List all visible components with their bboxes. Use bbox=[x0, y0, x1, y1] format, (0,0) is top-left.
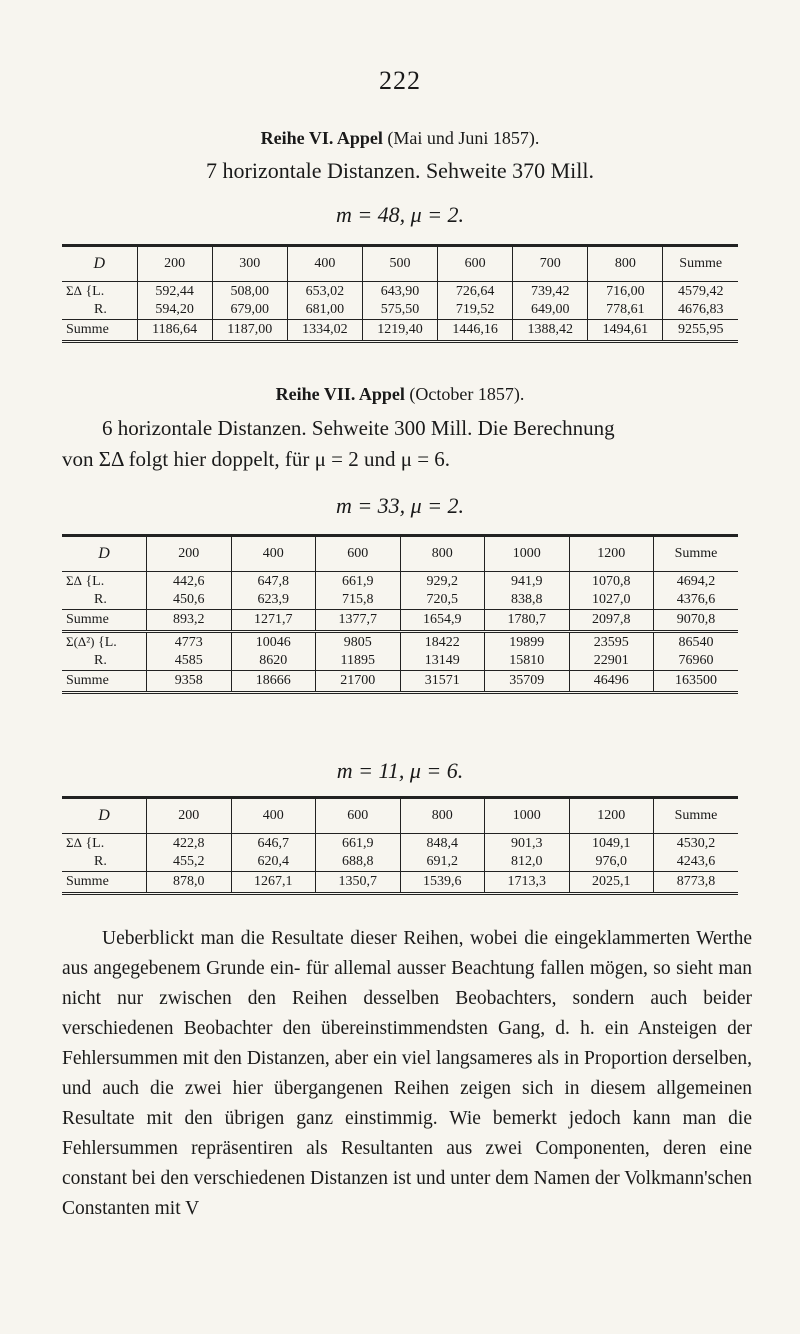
table-cell: 929,2 bbox=[400, 572, 485, 592]
table-cell: 8620 bbox=[231, 652, 316, 671]
series6-heading-rest: (Mai und Juni 1857). bbox=[387, 128, 540, 148]
row-side-label: L. bbox=[92, 574, 105, 589]
table-cell: 726,64 bbox=[438, 282, 513, 302]
body-paragraph-text: Ueberblickt man die Resultate dieser Reihen, wobei die eingeklammerten Werthe aus angegebenem Grunde ein- für allemal ausser Beachtung fallen mögen, so sieht man nicht nur zwischen den Reihen desselben Beobachters, sondern auch beider verschiedenen Beobachter den übereinstimmendsten Gang, d. h. ein Ansteigen der Fehlersummen mit den Distanzen, aber ein viel langsameres als in Proportion derselben, und auch die zwei hier übergangenen Reihen zeigen sich in diesem allgemeinen Resultate mit den übrigen ganz einstimmig. Wie bemerkt jedoch kann man die Fehlersummen repräsentiren als Resultanten aus zwei Componenten, deren eine constant bei den verschiedenen Distanzen ist und unter dem Namen der Volkmann'schen Constanten mit V bbox=[62, 928, 752, 1219]
sum-cell: 878,0 bbox=[147, 872, 232, 894]
series7-line1: 6 horizontale Distanzen. Sehweite 300 Mill. Die Berechnung bbox=[102, 416, 615, 440]
row-label bbox=[62, 853, 147, 872]
table-cell: 450,6 bbox=[147, 591, 232, 610]
table-header-cell: 800 bbox=[588, 246, 663, 282]
table-header-row bbox=[62, 246, 738, 282]
sum-cell: 163500 bbox=[654, 671, 739, 693]
table-header-cell: Summe bbox=[654, 536, 739, 572]
row-label: ΣΔ {L. bbox=[66, 835, 105, 851]
sum-cell: 1186,64 bbox=[137, 320, 212, 342]
table-cell: 76960 bbox=[654, 652, 739, 671]
series7-heading bbox=[0, 384, 800, 405]
group-label: ΣΔ bbox=[66, 573, 82, 588]
sum-cell: 1446,16 bbox=[438, 320, 513, 342]
sum-cell: 1334,02 bbox=[287, 320, 362, 342]
table-cell: 838,8 bbox=[485, 591, 570, 610]
table-header-cell: D bbox=[93, 255, 106, 272]
table-header-cell: Summe bbox=[663, 246, 738, 282]
table-cell: 422,8 bbox=[147, 834, 232, 854]
series7-line2: von ΣΔ folgt hier doppelt, für μ = 2 und μ = 6. bbox=[62, 447, 451, 471]
table-cell: 623,9 bbox=[231, 591, 316, 610]
sum-label: Summe bbox=[66, 874, 109, 889]
sum-cell: 35709 bbox=[485, 671, 570, 693]
table-cell: 4530,2 bbox=[654, 834, 739, 854]
table-cell: 575,50 bbox=[362, 301, 437, 320]
table-cell: 716,00 bbox=[588, 282, 663, 302]
sum-cell: 9070,8 bbox=[654, 610, 739, 632]
table-sum-row bbox=[62, 671, 738, 693]
table-cell: 679,00 bbox=[212, 301, 287, 320]
series6-heading-bold: Reihe VI. Appel bbox=[260, 128, 383, 148]
sum-cell: 8773,8 bbox=[654, 872, 739, 894]
table-header-cell: 500 bbox=[362, 246, 437, 282]
table-row bbox=[62, 853, 738, 872]
row-label: Σ(Δ²) {L. bbox=[66, 634, 117, 650]
table-cell: 661,9 bbox=[316, 834, 401, 854]
table-header-cell: 800 bbox=[400, 536, 485, 572]
table-cell: 620,4 bbox=[231, 853, 316, 872]
table-cell: 508,00 bbox=[212, 282, 287, 302]
table-cell: 649,00 bbox=[513, 301, 588, 320]
table-cell: 15810 bbox=[485, 652, 570, 671]
table-header-cell: 1000 bbox=[485, 798, 570, 834]
table-cell: 9805 bbox=[316, 632, 401, 653]
table-cell: 901,3 bbox=[485, 834, 570, 854]
sum-cell: 21700 bbox=[316, 671, 401, 693]
table-cell: 647,8 bbox=[231, 572, 316, 592]
table-header-cell: 200 bbox=[137, 246, 212, 282]
table-cell: 720,5 bbox=[400, 591, 485, 610]
sum-cell: 1350,7 bbox=[316, 872, 401, 894]
table-cell: 4376,6 bbox=[654, 591, 739, 610]
table-header-cell: 600 bbox=[438, 246, 513, 282]
table-cell: 719,52 bbox=[438, 301, 513, 320]
table-cell: 442,6 bbox=[147, 572, 232, 592]
sum-cell: 2097,8 bbox=[569, 610, 654, 632]
table-cell: 4585 bbox=[147, 652, 232, 671]
series6-table bbox=[62, 244, 738, 343]
table-row bbox=[62, 632, 738, 653]
table-header-cell: 1200 bbox=[569, 798, 654, 834]
table-header-cell: D bbox=[98, 807, 110, 824]
table-header-cell: D bbox=[98, 545, 110, 562]
table-cell: 1049,1 bbox=[569, 834, 654, 854]
table-cell: 1027,0 bbox=[569, 591, 654, 610]
table-cell: 941,9 bbox=[485, 572, 570, 592]
row-side-label: R. bbox=[94, 302, 107, 317]
table-header-cell: 700 bbox=[513, 246, 588, 282]
group-label: Σ(Δ²) bbox=[66, 634, 95, 649]
table-cell: 715,8 bbox=[316, 591, 401, 610]
table-header-cell: 200 bbox=[147, 536, 232, 572]
row-label bbox=[62, 652, 147, 671]
sum-cell: 2025,1 bbox=[569, 872, 654, 894]
sum-cell: 31571 bbox=[400, 671, 485, 693]
table-header-cell: 200 bbox=[147, 798, 232, 834]
table-row bbox=[62, 834, 738, 854]
table-cell: 18422 bbox=[400, 632, 485, 653]
table-cell: 4243,6 bbox=[654, 853, 739, 872]
sum-cell: 1388,42 bbox=[513, 320, 588, 342]
table-cell: 812,0 bbox=[485, 853, 570, 872]
sum-cell: 1271,7 bbox=[231, 610, 316, 632]
table-header-row bbox=[62, 536, 738, 572]
series7-heading-bold: Reihe VII. Appel bbox=[275, 384, 405, 404]
sum-cell: 18666 bbox=[231, 671, 316, 693]
sum-cell: 1494,61 bbox=[588, 320, 663, 342]
series7-params-b: m = 11, μ = 6. bbox=[336, 758, 464, 783]
table-header-cell: 400 bbox=[231, 536, 316, 572]
row-label bbox=[62, 301, 137, 320]
row-side-label: R. bbox=[94, 854, 107, 869]
table-cell: 1070,8 bbox=[569, 572, 654, 592]
table-row bbox=[62, 282, 738, 302]
table-header-cell: 300 bbox=[212, 246, 287, 282]
table-cell: 4773 bbox=[147, 632, 232, 653]
series7-table-b bbox=[62, 796, 738, 895]
sum-cell: 9255,95 bbox=[663, 320, 738, 342]
sum-cell: 1539,6 bbox=[400, 872, 485, 894]
table-row bbox=[62, 591, 738, 610]
table-sum-row bbox=[62, 610, 738, 632]
table-cell: 22901 bbox=[569, 652, 654, 671]
row-side-label: R. bbox=[94, 592, 107, 607]
table-cell: 976,0 bbox=[569, 853, 654, 872]
table-header-cell: 1000 bbox=[485, 536, 570, 572]
table-cell: 19899 bbox=[485, 632, 570, 653]
table-header-cell: 1200 bbox=[569, 536, 654, 572]
sum-cell: 1654,9 bbox=[400, 610, 485, 632]
row-label bbox=[62, 591, 147, 610]
table-row bbox=[62, 301, 738, 320]
table-cell: 11895 bbox=[316, 652, 401, 671]
table-sum-row bbox=[62, 320, 738, 342]
row-side-label: R. bbox=[94, 653, 107, 668]
sum-cell: 893,2 bbox=[147, 610, 232, 632]
row-label: ΣΔ {L. bbox=[66, 573, 105, 589]
sum-cell: 1187,00 bbox=[212, 320, 287, 342]
table-sum-row bbox=[62, 872, 738, 894]
row-side-label: L. bbox=[104, 635, 117, 650]
series6-line1: 7 horizontale Distanzen. Sehweite 370 Mill. bbox=[206, 158, 594, 183]
table-cell: 4676,83 bbox=[663, 301, 738, 320]
table-cell: 681,00 bbox=[287, 301, 362, 320]
sum-cell: 9358 bbox=[147, 671, 232, 693]
table-cell: 691,2 bbox=[400, 853, 485, 872]
table-header-row bbox=[62, 798, 738, 834]
table-cell: 4694,2 bbox=[654, 572, 739, 592]
table-cell: 688,8 bbox=[316, 853, 401, 872]
table-cell: 739,42 bbox=[513, 282, 588, 302]
series7-params-a: m = 33, μ = 2. bbox=[335, 493, 465, 518]
sum-cell: 1713,3 bbox=[485, 872, 570, 894]
series7-heading-rest: (October 1857). bbox=[409, 384, 525, 404]
row-side-label: L. bbox=[92, 836, 105, 851]
sum-label: Summe bbox=[66, 673, 109, 688]
table-header-cell: 600 bbox=[316, 798, 401, 834]
table-row bbox=[62, 572, 738, 592]
table-cell: 592,44 bbox=[137, 282, 212, 302]
table-cell: 646,7 bbox=[231, 834, 316, 854]
group-label: ΣΔ bbox=[66, 835, 82, 850]
table-cell: 23595 bbox=[569, 632, 654, 653]
group-label: ΣΔ bbox=[66, 283, 82, 298]
table-cell: 4579,42 bbox=[663, 282, 738, 302]
table-header-cell: 400 bbox=[287, 246, 362, 282]
series6-params: m = 48, μ = 2. bbox=[335, 202, 465, 227]
table-cell: 848,4 bbox=[400, 834, 485, 854]
table-cell: 643,90 bbox=[362, 282, 437, 302]
table-header-cell: 400 bbox=[231, 798, 316, 834]
table-cell: 13149 bbox=[400, 652, 485, 671]
table-cell: 594,20 bbox=[137, 301, 212, 320]
sum-label: Summe bbox=[66, 612, 109, 627]
table-cell: 86540 bbox=[654, 632, 739, 653]
table-header-cell: 800 bbox=[400, 798, 485, 834]
table-cell: 778,61 bbox=[588, 301, 663, 320]
series6-heading bbox=[0, 128, 800, 149]
row-side-label: L. bbox=[92, 284, 105, 299]
body-paragraph bbox=[62, 924, 752, 1224]
table-cell: 653,02 bbox=[287, 282, 362, 302]
sum-cell: 1267,1 bbox=[231, 872, 316, 894]
page-number: 222 bbox=[379, 66, 421, 95]
table-header-cell: Summe bbox=[654, 798, 739, 834]
sum-cell: 1377,7 bbox=[316, 610, 401, 632]
table-cell: 10046 bbox=[231, 632, 316, 653]
sum-cell: 46496 bbox=[569, 671, 654, 693]
series7-table-a bbox=[62, 534, 738, 694]
sum-cell: 1219,40 bbox=[362, 320, 437, 342]
sum-label: Summe bbox=[66, 322, 109, 337]
table-header-cell: 600 bbox=[316, 536, 401, 572]
row-label: ΣΔ {L. bbox=[66, 283, 105, 299]
table-row bbox=[62, 652, 738, 671]
table-cell: 455,2 bbox=[147, 853, 232, 872]
table-cell: 661,9 bbox=[316, 572, 401, 592]
sum-cell: 1780,7 bbox=[485, 610, 570, 632]
